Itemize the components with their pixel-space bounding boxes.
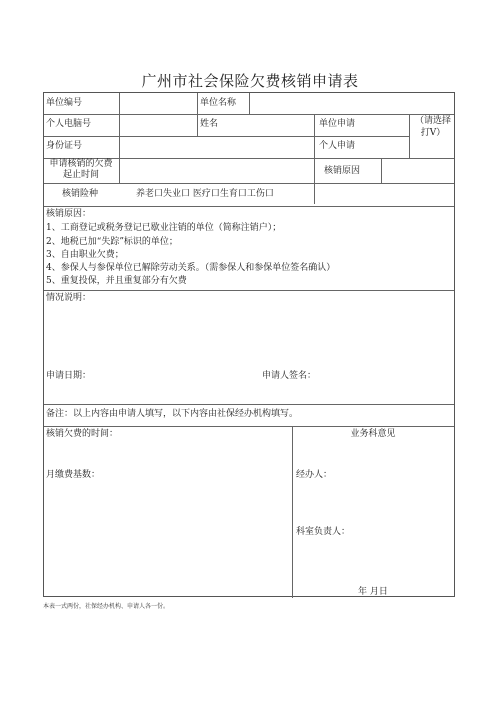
pc-no-label: 个人电脑号	[46, 119, 92, 129]
page-title: 广州市社会保险欠费核销申请表	[141, 72, 359, 90]
reason-item: 3、自由职业欠费；	[46, 250, 124, 260]
arrears-period-label: 申请核销的欠费起止时间	[49, 159, 113, 180]
situation-label: 情况说明：	[46, 293, 92, 303]
reason-item: 4、参保人与参保单位已解除劳动关系。（需参保人和参保单位签名确认）	[46, 263, 336, 273]
reason-label: 核销原因	[324, 166, 361, 176]
unit-no-label: 单位编号	[46, 98, 83, 108]
id-no-label: 身份证号	[46, 141, 83, 151]
application-form	[43, 92, 455, 597]
insurance-options: 养老口失业口 医疗口生育口工伤口	[136, 189, 274, 199]
reason-item: 1、工商登记或税务登记已歇业注销的单位（简称注销户）；	[46, 223, 282, 233]
unit-apply-label: 单位申请	[319, 119, 356, 129]
unit-name-label: 单位名称	[200, 98, 237, 108]
name-label: 姓名	[200, 119, 219, 129]
footnote: 本表一式两份，社保经办机构、申请人各一份。	[43, 603, 170, 610]
personal-apply-label: 个人申请	[319, 141, 356, 151]
dept-opinion-label: 业务科意见	[350, 429, 396, 439]
check-note: （请选择打V）	[414, 116, 451, 138]
reasons-heading: 核销原因：	[46, 209, 92, 219]
reason-item: 5、重复投保，并且重复部分有欠费	[46, 276, 187, 286]
arrears-time-label: 核销欠费的时间：	[46, 429, 119, 439]
signature-label: 申请人签名：	[262, 371, 317, 381]
reason-item: 2、地税已加“失踪”标识的单位；	[46, 237, 178, 247]
date-label: 年 月日	[358, 587, 388, 597]
section-chief-label: 科室负责人：	[296, 527, 351, 537]
remark: 备注：以上内容由申请人填写，以下内容由社保经办机构填写。	[46, 409, 299, 419]
monthly-base-label: 月缴费基数：	[46, 470, 101, 480]
insurance-type-label: 核销险种	[62, 189, 99, 199]
apply-date-label: 申请日期：	[46, 371, 92, 381]
handler-label: 经办人：	[296, 470, 333, 480]
